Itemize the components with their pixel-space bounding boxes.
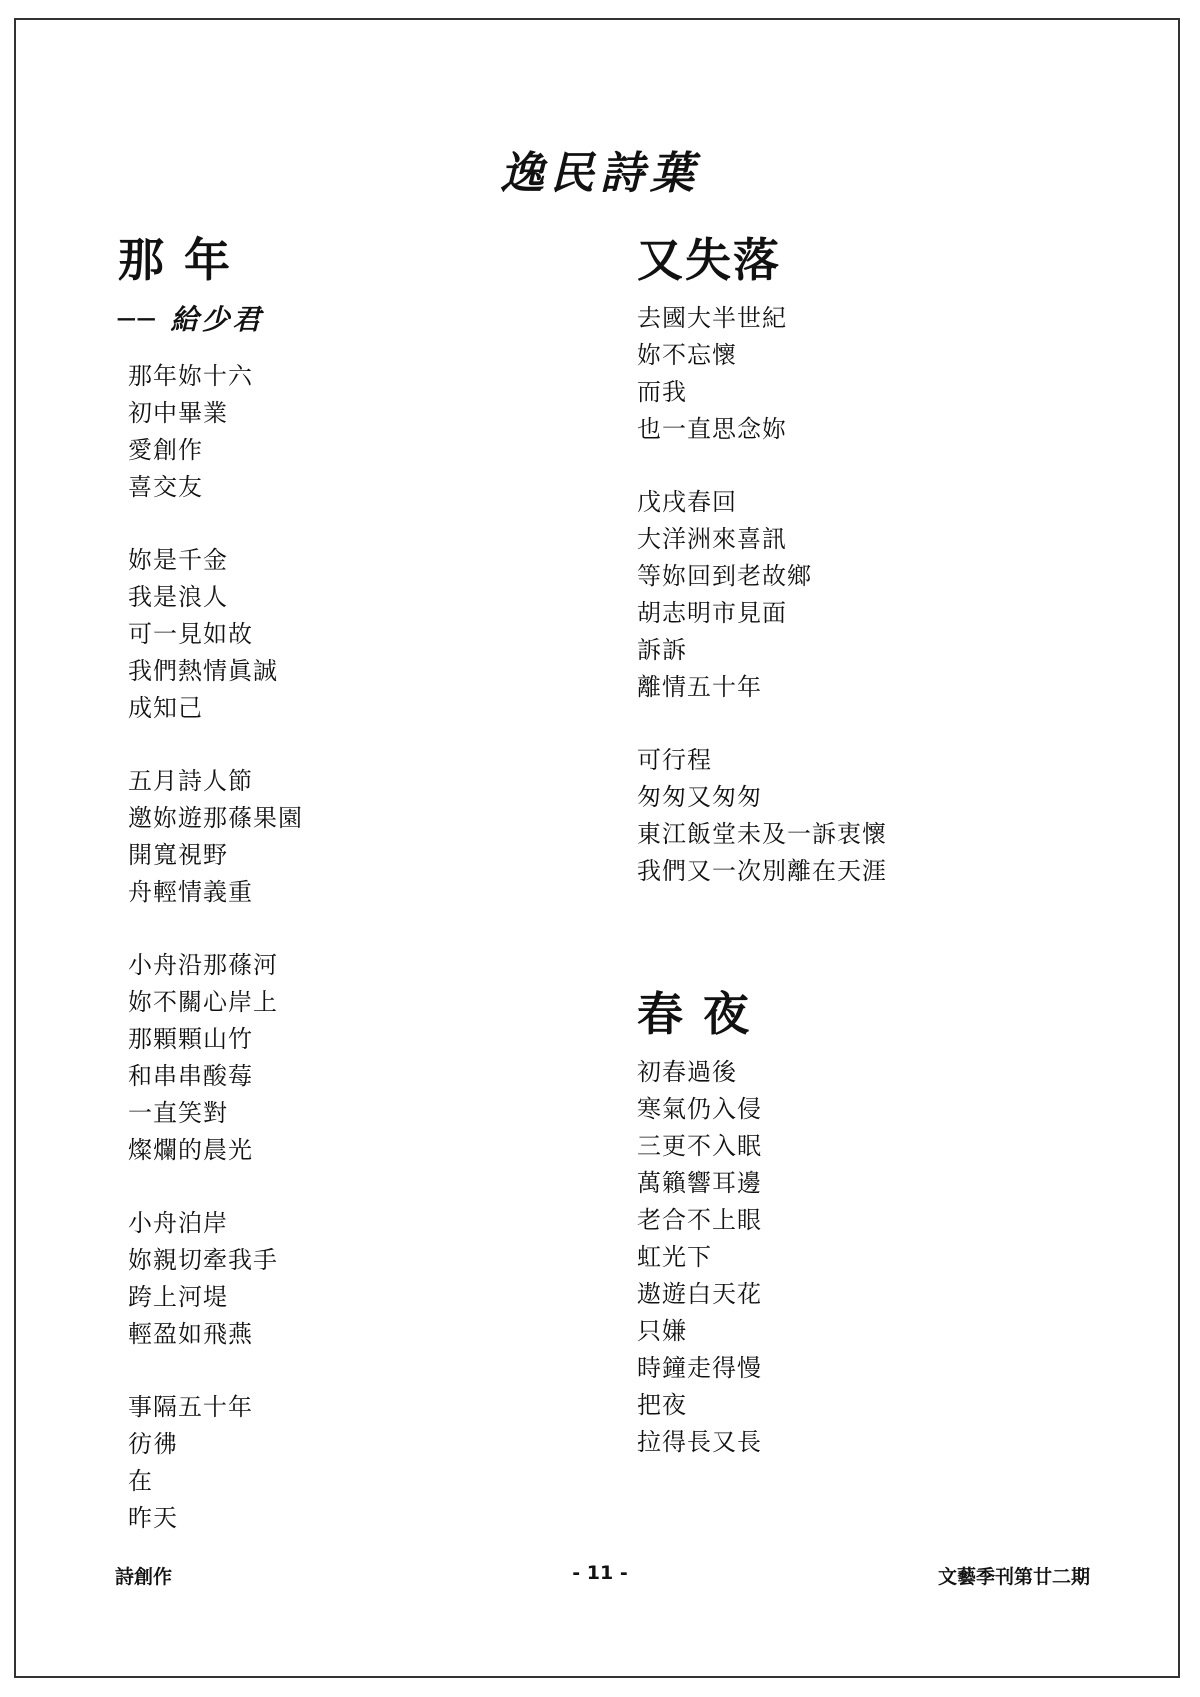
poem-line: 那顆顆山竹 bbox=[128, 1025, 253, 1053]
poem-line: 胡志明市見面 bbox=[637, 599, 787, 627]
poem-line: 跨上河堤 bbox=[128, 1283, 228, 1311]
poem-stanzas bbox=[637, 1054, 1157, 1461]
poem-nanian bbox=[118, 232, 598, 1537]
poem-line: 喜交友 bbox=[128, 473, 203, 501]
poem-line: 寒氣仍入侵 bbox=[637, 1095, 762, 1123]
poem-line: 可行程 bbox=[637, 746, 712, 774]
poem-line: 三更不入眠 bbox=[637, 1132, 762, 1160]
stanza bbox=[637, 300, 1157, 448]
poem-line: 初春過後 bbox=[637, 1058, 737, 1086]
poem-line: 訴訴 bbox=[637, 636, 687, 664]
poem-line: 愛創作 bbox=[128, 436, 203, 464]
poem-line: 遨遊白天花 bbox=[637, 1280, 762, 1308]
poem-line: 我們熱情眞誠 bbox=[128, 657, 278, 685]
poem-title: 春 夜 bbox=[637, 987, 752, 1041]
poem-spacer bbox=[637, 926, 1157, 986]
poem-line: 昨天 bbox=[128, 1504, 178, 1532]
right-column bbox=[637, 232, 1157, 1497]
stanza bbox=[118, 358, 598, 506]
poem-line: 虹光下 bbox=[637, 1243, 712, 1271]
poem-line: 時鐘走得慢 bbox=[637, 1354, 762, 1382]
poem-line: 我是浪人 bbox=[128, 583, 228, 611]
poem-title: 那 年 bbox=[118, 233, 233, 287]
poem-line: 也一直思念妳 bbox=[637, 415, 787, 443]
poem-stanzas bbox=[637, 300, 1157, 890]
poem-line: 開寬視野 bbox=[128, 841, 228, 869]
poem-youshiluo bbox=[637, 232, 1157, 890]
poem-line: 五月詩人節 bbox=[128, 767, 253, 795]
poem-line: 事隔五十年 bbox=[128, 1393, 253, 1421]
poem-line: 萬籟響耳邊 bbox=[637, 1169, 762, 1197]
poem-line: 燦爛的晨光 bbox=[128, 1136, 253, 1164]
poem-line: 而我 bbox=[637, 378, 687, 406]
poem-line: 只嫌 bbox=[637, 1317, 687, 1345]
stanza bbox=[118, 1205, 598, 1353]
poem-line: 小舟泊岸 bbox=[128, 1209, 228, 1237]
poem-line: 可一見如故 bbox=[128, 620, 253, 648]
poem-line: 拉得長又長 bbox=[637, 1428, 762, 1456]
stanza bbox=[118, 542, 598, 727]
poem-line: 妳親切牽我手 bbox=[128, 1246, 278, 1274]
stanza bbox=[118, 1389, 598, 1537]
poem-line: 彷彿 bbox=[128, 1430, 178, 1458]
footer-section-label: 詩創作 bbox=[115, 1566, 173, 1588]
poem-stanzas bbox=[118, 358, 598, 1537]
poem-line: 妳不忘懷 bbox=[637, 341, 737, 369]
footer-page-number: - 11 - bbox=[572, 1562, 628, 1584]
poem-line: 邀妳遊那蓧果園 bbox=[128, 804, 303, 832]
stanza bbox=[637, 1054, 1157, 1461]
poem-line: 去國大半世紀 bbox=[637, 304, 787, 332]
poem-chunye bbox=[637, 986, 1157, 1461]
poem-line: 離情五十年 bbox=[637, 673, 762, 701]
poem-line: 把夜 bbox=[637, 1391, 687, 1419]
footer-publication: 文藝季刊第廿二期 bbox=[937, 1566, 1090, 1588]
stanza bbox=[118, 763, 598, 911]
poem-dedication: ── 給少君 bbox=[118, 303, 264, 336]
poem-line: 大洋洲來喜訊 bbox=[637, 525, 787, 553]
poem-line: 妳是千金 bbox=[128, 546, 228, 574]
poem-line: 成知己 bbox=[128, 694, 203, 722]
poem-line: 那年妳十六 bbox=[128, 362, 253, 390]
poem-line: 東江飯堂未及一訴衷懷 bbox=[637, 820, 887, 848]
poem-line: 戊戌春回 bbox=[637, 488, 737, 516]
stanza bbox=[637, 484, 1157, 706]
poem-line: 初中畢業 bbox=[128, 399, 228, 427]
poem-line: 妳不關心岸上 bbox=[128, 988, 278, 1016]
poem-line: 小舟沿那蓧河 bbox=[128, 951, 278, 979]
poem-line: 等妳回到老故鄉 bbox=[637, 562, 812, 590]
poem-line: 老合不上眼 bbox=[637, 1206, 762, 1234]
poem-title: 又失落 bbox=[637, 233, 781, 287]
poem-line: 輕盈如飛燕 bbox=[128, 1320, 253, 1348]
poem-line: 和串串酸莓 bbox=[128, 1062, 253, 1090]
poem-line: 在 bbox=[128, 1467, 153, 1495]
left-column bbox=[118, 232, 598, 1573]
page-title: 逸民詩葉 bbox=[500, 148, 700, 199]
stanza bbox=[118, 947, 598, 1169]
poem-line: 我們又一次別離在天涯 bbox=[637, 857, 887, 885]
poem-line: 一直笑對 bbox=[128, 1099, 228, 1127]
poem-line: 舟輕情義重 bbox=[128, 878, 253, 906]
poem-line: 匆匆又匆匆 bbox=[637, 783, 762, 811]
stanza bbox=[637, 742, 1157, 890]
